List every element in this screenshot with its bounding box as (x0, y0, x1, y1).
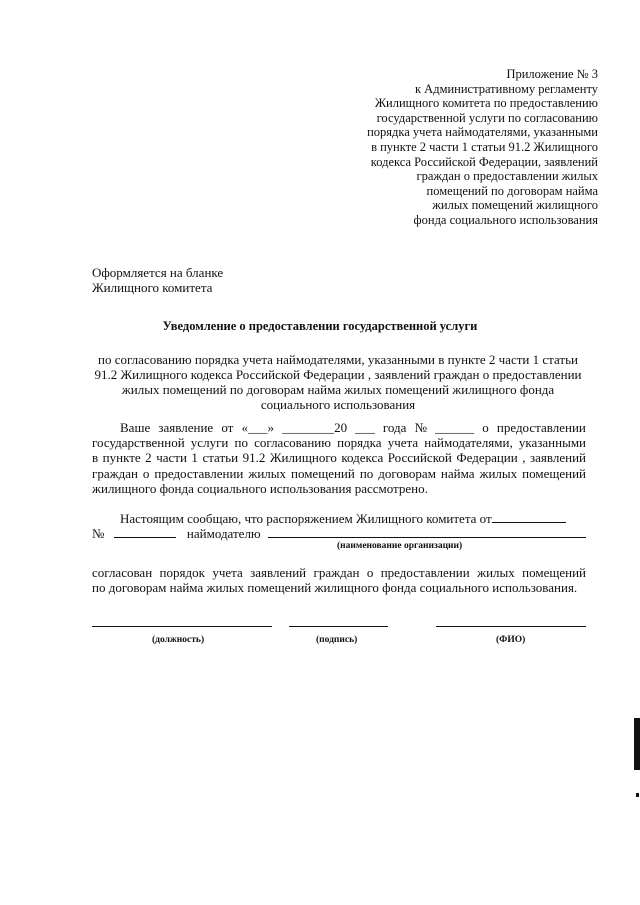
word: года (382, 420, 407, 435)
appendix-line: Приложение № 3 (506, 67, 598, 81)
signature-line (289, 626, 388, 627)
application-line: жилищного фонда социального использования рассмотрено. (92, 480, 428, 496)
order-number-blank (114, 526, 176, 538)
appendix-line: в пункте 2 части 1 статьи 91.2 Жилищного (371, 139, 598, 154)
approval-paragraph (92, 565, 586, 595)
application-first-line (92, 420, 586, 435)
word: Ваше (120, 420, 151, 435)
word: предоставлении (496, 420, 586, 435)
notification-paragraph (92, 511, 586, 541)
subtitle-line: жилых помещений по договорам найма жилых помещений жилищного фонда (121, 382, 555, 397)
year-suffix-field: ___ (355, 420, 375, 435)
appendix-line: кодекса Российской Федерации, заявлений (370, 154, 598, 169)
notification-line-2 (92, 526, 586, 541)
position-line (92, 626, 272, 627)
document-subtitle (88, 352, 588, 412)
application-number-field: ______ (435, 420, 475, 435)
subtitle-line: социального использования (260, 397, 416, 412)
subtitle-line: 91.2 Жилищного кодекса Российской Федерации , заявлений граждан о предоставлении (94, 367, 582, 382)
letterhead-note-line: Оформляется на бланке (92, 265, 224, 280)
application-line: граждан о предоставлении жилых помещений по договорам найма жилых помещений (92, 465, 586, 481)
appendix-line: жилых помещений жилищного (432, 198, 598, 213)
approval-line: по договорам найма жилых помещений жилищного фонда социального использования. (92, 580, 578, 596)
organization-blank (268, 526, 586, 538)
full-name-line (436, 626, 586, 627)
application-paragraph (92, 420, 586, 496)
subtitle-line: по согласованию порядка учета наймодателями, указанными в пункте 2 части 1 статьи (98, 352, 578, 367)
word: о (482, 420, 489, 435)
appendix-line: порядка учета наймодателями, указанными (367, 125, 598, 140)
order-date-blank (492, 511, 566, 523)
letterhead-note (92, 265, 223, 295)
organization-caption: (наименование организации) (337, 541, 463, 551)
word: от (221, 420, 234, 435)
appendix-line: фонда социального использования (413, 212, 598, 227)
notification-line (92, 511, 586, 526)
appendix-line: помещений по договорам найма (426, 183, 598, 198)
letterhead-note-line: Жилищного комитета (92, 280, 213, 295)
number-label: № (92, 526, 105, 542)
date-day-field: «___» (241, 420, 274, 435)
application-line: государственной услуги по согласованию порядка учета наймодателями, указанными (92, 435, 586, 451)
scan-edge-dot (636, 793, 639, 797)
appendix-line: к Административному регламенту (414, 81, 598, 96)
tenant-label: наймодателю (186, 526, 261, 542)
word: заявление (158, 420, 214, 435)
appendix-line: граждан о предоставлении жилых (416, 169, 598, 184)
appendix-line: Жилищного комитета по предоставлению (374, 96, 598, 111)
scan-edge-mark (634, 718, 640, 770)
document-title: Уведомление о предоставлении государственной услуги (162, 319, 478, 333)
application-line: в пункте 2 части 1 статьи 91.2 Жилищного кодекса Российской Федерации , заявлений (92, 450, 586, 466)
full-name-caption: (ФИО) (496, 635, 526, 645)
word: № (414, 420, 427, 435)
approval-line: согласован порядок учета заявлений граждан о предоставлении жилых помещений (92, 565, 586, 580)
position-caption: (должность) (152, 635, 205, 645)
date-month-year-field: ________20 (282, 420, 348, 435)
signature-caption: (подпись) (316, 635, 358, 645)
notification-text: Настоящим сообщаю, что распоряжением Жилищного комитета от (120, 511, 492, 526)
appendix-header (330, 67, 598, 228)
appendix-line: государственной услуги по согласованию (376, 110, 598, 125)
